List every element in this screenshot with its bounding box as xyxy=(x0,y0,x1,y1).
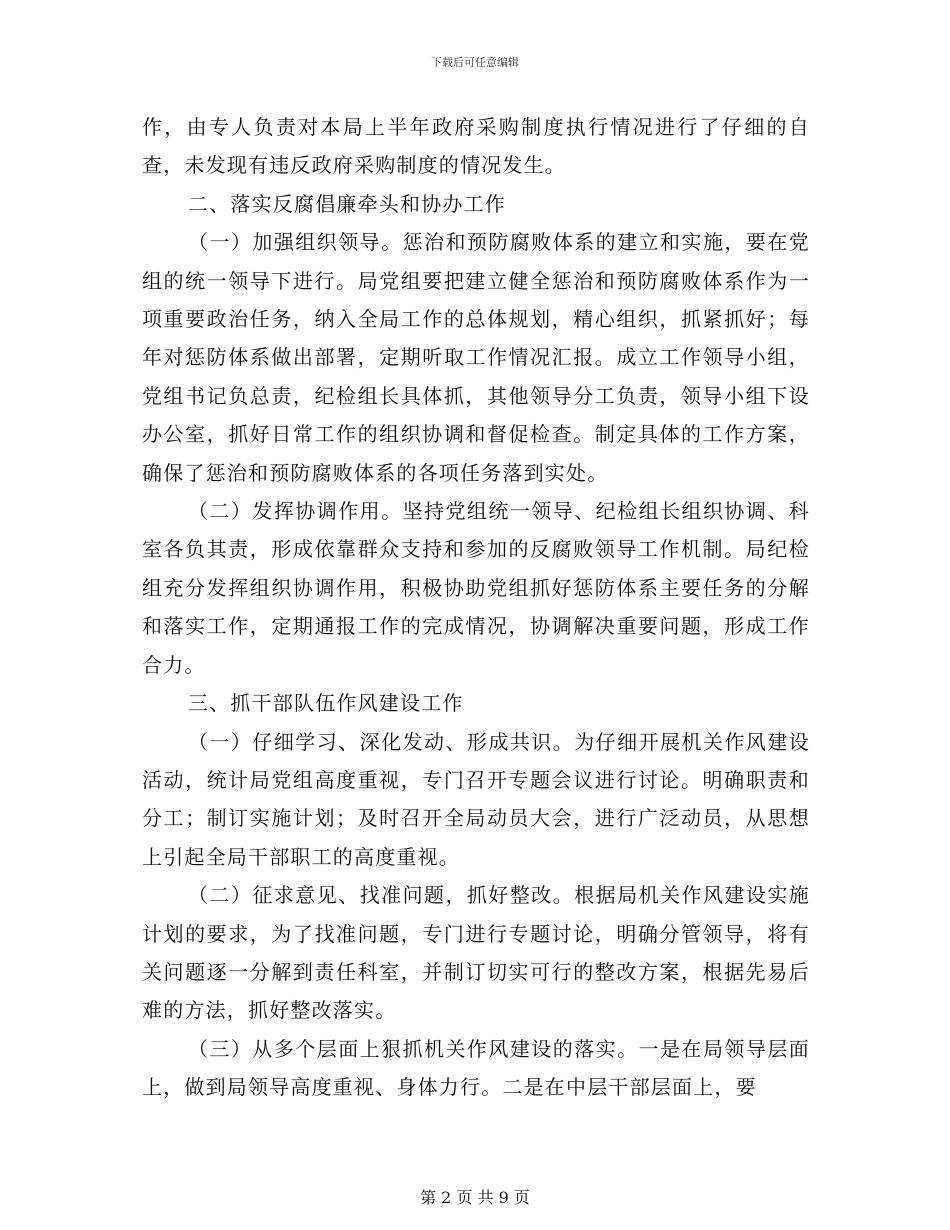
document-body xyxy=(142,108,810,1107)
paragraph-3-1: （一）仔细学习、深化发动、形成共识。为仔细开展机关作风建设活动，统计局党组高度重视，专门召开专题会议进行讨论。明确职责和分工；制订实施计划；及时召开全局动员大会，进行广泛动员，从思想上引起全局干部职工的高度重视。 xyxy=(142,729,810,869)
section-heading-3: 三、抓干部队伍作风建设工作 xyxy=(188,691,464,716)
paragraph-3-3: （三）从多个层面上狠抓机关作风建设的落实。一是在局领导层面上，做到局领导高度重视、身体力行。二是在中层干部层面上，要 xyxy=(142,1036,810,1100)
paragraph-2-1: （一）加强组织领导。惩治和预防腐败体系的建立和实施，要在党组的统一领导下进行。局党组要把建立健全惩治和预防腐败体系作为一项重要政治任务，纳入全局工作的总体规划，精心组织，抓紧抓好；每年对惩防体系做出部署，定期听取工作情况汇报。成立工作领导小组，党组书记负总责，纪检组长具体抓，其他领导分工负责，领导小组下设办公室，抓好日常工作的组织协调和督促检查。制定具体的工作方案，确保了惩治和预防腐败体系的各项任务落到实处。 xyxy=(142,230,810,485)
page-header: 下载后可任意编辑 xyxy=(431,56,519,69)
page-number-footer: 第 2 页 共 9 页 xyxy=(420,1188,530,1207)
section-heading-2: 二、落实反腐倡廉牵头和协办工作 xyxy=(188,191,506,216)
paragraph-1: 作，由专人负责对本局上半年政府采购制度执行情况进行了仔细的自查，未发现有违反政府采购制度的情况发生。 xyxy=(142,115,810,178)
paragraph-3-2: （二）征求意见、找准问题，抓好整改。根据局机关作风建设实施计划的要求，为了找准问题，专门进行专题讨论，明确分管领导，将有关问题逐一分解到责任科室，并制订切实可行的整改方案，根据先易后难的方法，抓好整改落实。 xyxy=(142,883,810,1023)
paragraph-2-2: （二）发挥协调作用。坚持党组统一领导、纪检组长组织协调、科室各负其责，形成依靠群众支持和参加的反腐败领导工作机制。局纪检组充分发挥组织协调作用，积极协助党组抓好惩防体系主要任务的分解和落实工作，定期通报工作的完成情况，协调解决重要问题，形成工作合力。 xyxy=(142,499,810,677)
